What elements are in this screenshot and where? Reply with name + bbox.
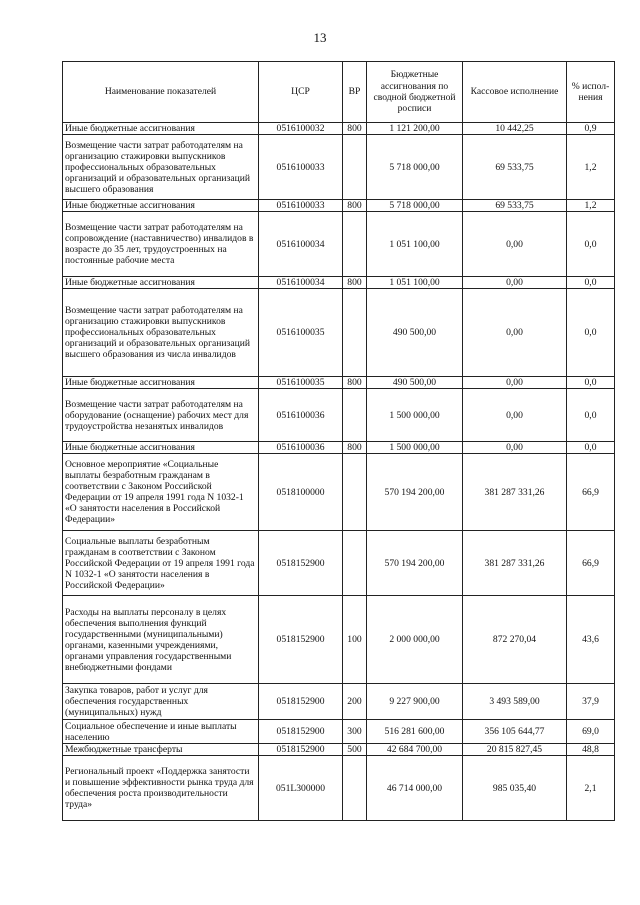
row-name: Социальные выплаты безработным гражданам в соответствии с Законом Российской Федерации от 19 апреля 1991 года N 1032-1 «О занятости населения в Российской Федерации» bbox=[63, 531, 259, 596]
table-row bbox=[63, 123, 615, 135]
row-execution: 356 105 644,77 bbox=[463, 720, 567, 744]
row-allocation: 9 227 900,00 bbox=[367, 684, 463, 720]
header-percent: % испол-нения bbox=[567, 62, 615, 123]
row-percent: 0,0 bbox=[567, 289, 615, 377]
row-percent: 66,9 bbox=[567, 531, 615, 596]
table-row bbox=[63, 720, 615, 744]
table-row bbox=[63, 212, 615, 277]
row-name: Иные бюджетные ассигнования bbox=[63, 123, 259, 135]
row-name: Возмещение части затрат работодателям на оборудование (оснащение) рабочих мест для трудоустройства незанятых инвалидов bbox=[63, 389, 259, 442]
row-vr: 100 bbox=[343, 596, 367, 684]
row-execution: 381 287 331,26 bbox=[463, 531, 567, 596]
row-percent: 0,0 bbox=[567, 442, 615, 454]
row-allocation: 1 121 200,00 bbox=[367, 123, 463, 135]
table-row bbox=[63, 200, 615, 212]
page-number: 13 bbox=[313, 30, 327, 45]
row-allocation: 1 500 000,00 bbox=[367, 442, 463, 454]
row-allocation: 1 500 000,00 bbox=[367, 389, 463, 442]
row-vr bbox=[343, 454, 367, 531]
budget-table bbox=[62, 61, 615, 821]
row-vr bbox=[343, 756, 367, 821]
row-csr: 0516100035 bbox=[259, 289, 343, 377]
row-percent: 0,9 bbox=[567, 123, 615, 135]
row-name: Иные бюджетные ассигнования bbox=[63, 200, 259, 212]
table-row bbox=[63, 442, 615, 454]
row-execution: 20 815 827,45 bbox=[463, 744, 567, 756]
row-csr: 0518152900 bbox=[259, 684, 343, 720]
row-vr: 200 bbox=[343, 684, 367, 720]
row-execution: 0,00 bbox=[463, 377, 567, 389]
table-row bbox=[63, 744, 615, 756]
header-execution: Кассовое исполнение bbox=[463, 62, 567, 123]
row-csr: 0518152900 bbox=[259, 596, 343, 684]
row-vr: 800 bbox=[343, 200, 367, 212]
row-name: Иные бюджетные ассигнования bbox=[63, 277, 259, 289]
row-allocation: 1 051 100,00 bbox=[367, 277, 463, 289]
row-name: Возмещение части затрат работодателям на организацию стажировки выпускников профессиональных образовательных организаций и образовательных организаций высшего образования из числа инвалидов bbox=[63, 289, 259, 377]
row-execution: 872 270,04 bbox=[463, 596, 567, 684]
row-vr bbox=[343, 289, 367, 377]
row-allocation: 1 051 100,00 bbox=[367, 212, 463, 277]
row-percent: 2,1 bbox=[567, 756, 615, 821]
row-allocation: 46 714 000,00 bbox=[367, 756, 463, 821]
row-name: Межбюджетные трансферты bbox=[63, 744, 259, 756]
row-name: Региональный проект «Поддержка занятости и повышение эффективности рынка труда для обеспечения роста производительности труда» bbox=[63, 756, 259, 821]
header-vr: ВР bbox=[343, 62, 367, 123]
row-vr bbox=[343, 389, 367, 442]
row-execution: 0,00 bbox=[463, 442, 567, 454]
row-percent: 69,0 bbox=[567, 720, 615, 744]
row-execution: 381 287 331,26 bbox=[463, 454, 567, 531]
row-name: Возмещение части затрат работодателям на сопровождение (наставничество) инвалидов в возрасте до 35 лет, трудоустроенных на постоянные рабочие места bbox=[63, 212, 259, 277]
table-row bbox=[63, 596, 615, 684]
header-allocations: Бюджетные ассигнования по сводной бюджетной росписи bbox=[367, 62, 463, 123]
table-row bbox=[63, 454, 615, 531]
row-vr: 800 bbox=[343, 277, 367, 289]
row-csr: 0516100036 bbox=[259, 442, 343, 454]
row-csr: 051L300000 bbox=[259, 756, 343, 821]
row-percent: 0,0 bbox=[567, 212, 615, 277]
row-name: Иные бюджетные ассигнования bbox=[63, 377, 259, 389]
row-name: Социальное обеспечение и иные выплаты населению bbox=[63, 720, 259, 744]
header-csr: ЦСР bbox=[259, 62, 343, 123]
row-csr: 0516100036 bbox=[259, 389, 343, 442]
row-percent: 0,0 bbox=[567, 277, 615, 289]
row-vr: 500 bbox=[343, 744, 367, 756]
row-execution: 985 035,40 bbox=[463, 756, 567, 821]
header-name: Наименование показателей bbox=[63, 62, 259, 123]
row-name: Основное мероприятие «Социальные выплаты безработным гражданам в соответствии с Законом Российской Федерации от 19 апреля 1991 года N 1032-1 «О занятости населения в Российской Федерации» bbox=[63, 454, 259, 531]
row-allocation: 490 500,00 bbox=[367, 289, 463, 377]
row-percent: 1,2 bbox=[567, 200, 615, 212]
row-percent: 66,9 bbox=[567, 454, 615, 531]
row-execution: 3 493 589,00 bbox=[463, 684, 567, 720]
row-csr: 0516100033 bbox=[259, 135, 343, 200]
row-execution: 10 442,25 bbox=[463, 123, 567, 135]
row-execution: 0,00 bbox=[463, 389, 567, 442]
row-vr bbox=[343, 531, 367, 596]
row-vr bbox=[343, 212, 367, 277]
row-name: Иные бюджетные ассигнования bbox=[63, 442, 259, 454]
table-row bbox=[63, 277, 615, 289]
table-row bbox=[63, 289, 615, 377]
row-percent: 37,9 bbox=[567, 684, 615, 720]
row-execution: 0,00 bbox=[463, 212, 567, 277]
row-csr: 0518152900 bbox=[259, 531, 343, 596]
row-percent: 1,2 bbox=[567, 135, 615, 200]
table-row bbox=[63, 377, 615, 389]
row-allocation: 570 194 200,00 bbox=[367, 531, 463, 596]
row-percent: 0,0 bbox=[567, 377, 615, 389]
row-allocation: 5 718 000,00 bbox=[367, 200, 463, 212]
row-vr: 800 bbox=[343, 377, 367, 389]
table-row bbox=[63, 531, 615, 596]
table-row bbox=[63, 135, 615, 200]
row-csr: 0516100035 bbox=[259, 377, 343, 389]
row-csr: 0516100033 bbox=[259, 200, 343, 212]
row-name: Закупка товаров, работ и услуг для обеспечения государственных (муниципальных) нужд bbox=[63, 684, 259, 720]
row-percent: 0,0 bbox=[567, 389, 615, 442]
row-execution: 0,00 bbox=[463, 277, 567, 289]
row-name: Возмещение части затрат работодателям на организацию стажировки выпускников профессиональных образовательных организаций и образовательных организаций высшего образования bbox=[63, 135, 259, 200]
row-allocation: 5 718 000,00 bbox=[367, 135, 463, 200]
table-row bbox=[63, 756, 615, 821]
row-allocation: 570 194 200,00 bbox=[367, 454, 463, 531]
row-allocation: 516 281 600,00 bbox=[367, 720, 463, 744]
row-csr: 0516100034 bbox=[259, 277, 343, 289]
row-csr: 0518152900 bbox=[259, 744, 343, 756]
row-csr: 0516100032 bbox=[259, 123, 343, 135]
row-execution: 0,00 bbox=[463, 289, 567, 377]
row-allocation: 2 000 000,00 bbox=[367, 596, 463, 684]
table-row bbox=[63, 684, 615, 720]
table-header-row bbox=[63, 62, 615, 123]
table-row bbox=[63, 389, 615, 442]
row-csr: 0518100000 bbox=[259, 454, 343, 531]
row-execution: 69 533,75 bbox=[463, 135, 567, 200]
row-percent: 43,6 bbox=[567, 596, 615, 684]
row-name: Расходы на выплаты персоналу в целях обеспечения выполнения функций государственными (муниципальными) органами, казенными учреждениями, органами управления государственными внебюджетными фондами bbox=[63, 596, 259, 684]
row-vr bbox=[343, 135, 367, 200]
row-execution: 69 533,75 bbox=[463, 200, 567, 212]
row-allocation: 490 500,00 bbox=[367, 377, 463, 389]
row-vr: 800 bbox=[343, 123, 367, 135]
row-csr: 0518152900 bbox=[259, 720, 343, 744]
row-percent: 48,8 bbox=[567, 744, 615, 756]
row-vr: 300 bbox=[343, 720, 367, 744]
row-allocation: 42 684 700,00 bbox=[367, 744, 463, 756]
row-vr: 800 bbox=[343, 442, 367, 454]
row-csr: 0516100034 bbox=[259, 212, 343, 277]
